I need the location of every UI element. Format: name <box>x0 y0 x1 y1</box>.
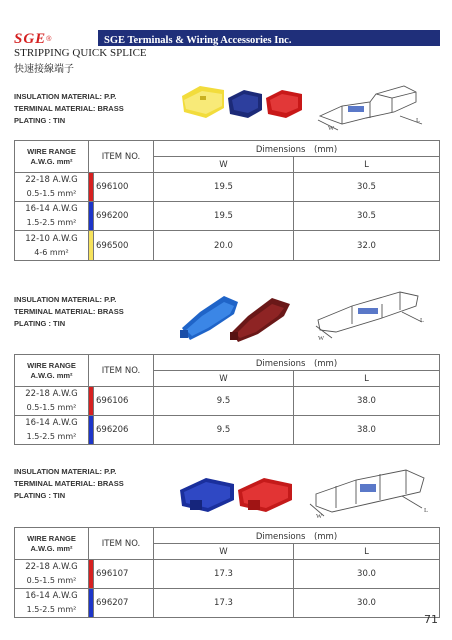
material-line: PLATING : TIN <box>14 319 66 328</box>
material-line: TERMINAL MATERIAL: BRASS <box>14 307 124 316</box>
wire-range-cell: 16-14 A.W.G 1.5-2.5 mm² <box>15 202 89 231</box>
dimensions-header: Dimensions (mm) <box>154 355 440 371</box>
material-line: PLATING : TIN <box>14 116 66 125</box>
logo-text: SGE <box>14 31 47 47</box>
page-header <box>14 30 440 46</box>
item-no-header: ITEM NO. <box>89 141 154 173</box>
dim-w: 9.5 <box>154 416 294 445</box>
blue-splice-image <box>180 478 234 512</box>
l-header: L <box>294 371 440 387</box>
blue-splice-image <box>180 296 238 340</box>
wire-range-header: WIRE RANGE A.W.G. mm² <box>15 355 89 387</box>
table-row <box>15 416 440 445</box>
table-row <box>15 202 440 231</box>
w-label: W <box>328 125 335 132</box>
dim-l: 38.0 <box>294 416 440 445</box>
dim-w: 19.5 <box>154 173 294 202</box>
wire-range-header: WIRE RANGE A.W.G. mm² <box>15 141 89 173</box>
table-row <box>15 589 440 618</box>
w-header: W <box>154 544 294 560</box>
l-label: L <box>416 117 420 124</box>
wire-range-cell: 16-14 A.W.G 1.5-2.5 mm² <box>15 416 89 445</box>
table-row <box>15 173 440 202</box>
maroon-splice-image <box>230 298 290 342</box>
item-no: 696200 <box>94 202 154 231</box>
dim-l: 30.5 <box>294 173 440 202</box>
w-label: W <box>316 513 323 520</box>
item-no: 696100 <box>94 173 154 202</box>
wire-range-cell: 22-18 A.W.G 0.5-1.5 mm² <box>15 387 89 416</box>
dim-w: 20.0 <box>154 231 294 261</box>
material-spec-2 <box>14 294 124 330</box>
navy-splice-image <box>228 90 262 118</box>
l-header: L <box>294 544 440 560</box>
w-header: W <box>154 371 294 387</box>
dim-w: 19.5 <box>154 202 294 231</box>
w-label: W <box>318 335 325 342</box>
registered-mark: ® <box>46 36 52 43</box>
material-line: INSULATION MATERIAL: P.P. <box>14 92 117 101</box>
wire-range-cell: 22-18 A.W.G 0.5-1.5 mm² <box>15 173 89 202</box>
material-line: PLATING : TIN <box>14 491 66 500</box>
splice-photo-1 <box>178 78 308 128</box>
material-line: TERMINAL MATERIAL: BRASS <box>14 104 124 113</box>
item-no: 696500 <box>94 231 154 261</box>
red-splice-image <box>238 478 292 512</box>
l-label: L <box>420 317 424 324</box>
header-title: SGE Terminals & Wiring Accessories Inc. <box>104 35 292 46</box>
section-title-zh: 快速接線端子 <box>14 64 74 75</box>
section-title-en: STRIPPING QUICK SPLICE <box>14 47 147 59</box>
dim-l: 30.5 <box>294 202 440 231</box>
red-splice-image <box>266 90 302 118</box>
spec-table-1 <box>14 140 440 261</box>
dim-w: 9.5 <box>154 387 294 416</box>
dim-l: 30.0 <box>294 560 440 589</box>
splice-diagram-1 <box>312 72 432 134</box>
splice-photo-2 <box>176 290 306 346</box>
item-no-header: ITEM NO. <box>89 528 154 560</box>
wire-range-cell: 16-14 A.W.G 1.5-2.5 mm² <box>15 589 89 618</box>
table-row <box>15 560 440 589</box>
wire-range-header: WIRE RANGE A.W.G. mm² <box>15 528 89 560</box>
splice-diagram-2 <box>312 284 432 342</box>
w-header: W <box>154 157 294 173</box>
sge-logo <box>14 30 94 46</box>
material-line: TERMINAL MATERIAL: BRASS <box>14 479 124 488</box>
material-spec-3 <box>14 466 124 502</box>
item-no: 696107 <box>94 560 154 589</box>
item-no: 696207 <box>94 589 154 618</box>
wire-range-cell: 12-10 A.W.G 4-6 mm² <box>15 231 89 261</box>
material-line: INSULATION MATERIAL: P.P. <box>14 295 117 304</box>
dim-w: 17.3 <box>154 589 294 618</box>
header-bar <box>98 30 440 46</box>
wire-range-cell: 22-18 A.W.G 0.5-1.5 mm² <box>15 560 89 589</box>
dim-l: 32.0 <box>294 231 440 261</box>
item-no: 696206 <box>94 416 154 445</box>
splice-photo-3 <box>176 470 302 520</box>
dim-w: 17.3 <box>154 560 294 589</box>
l-header: L <box>294 157 440 173</box>
spec-table-2 <box>14 354 440 445</box>
material-line: INSULATION MATERIAL: P.P. <box>14 467 117 476</box>
dimensions-header: Dimensions (mm) <box>154 141 440 157</box>
material-spec-1 <box>14 91 124 127</box>
table-row <box>15 387 440 416</box>
splice-diagram-3 <box>306 460 436 522</box>
dimensions-header: Dimensions (mm) <box>154 528 440 544</box>
item-no-header: ITEM NO. <box>89 355 154 387</box>
item-no: 696106 <box>94 387 154 416</box>
table-row <box>15 231 440 261</box>
l-label: L <box>424 507 428 514</box>
yellow-splice-image <box>182 86 224 118</box>
dim-l: 38.0 <box>294 387 440 416</box>
page-number: 71 <box>424 613 438 626</box>
dim-l: 30.0 <box>294 589 440 618</box>
spec-table-3 <box>14 527 440 618</box>
